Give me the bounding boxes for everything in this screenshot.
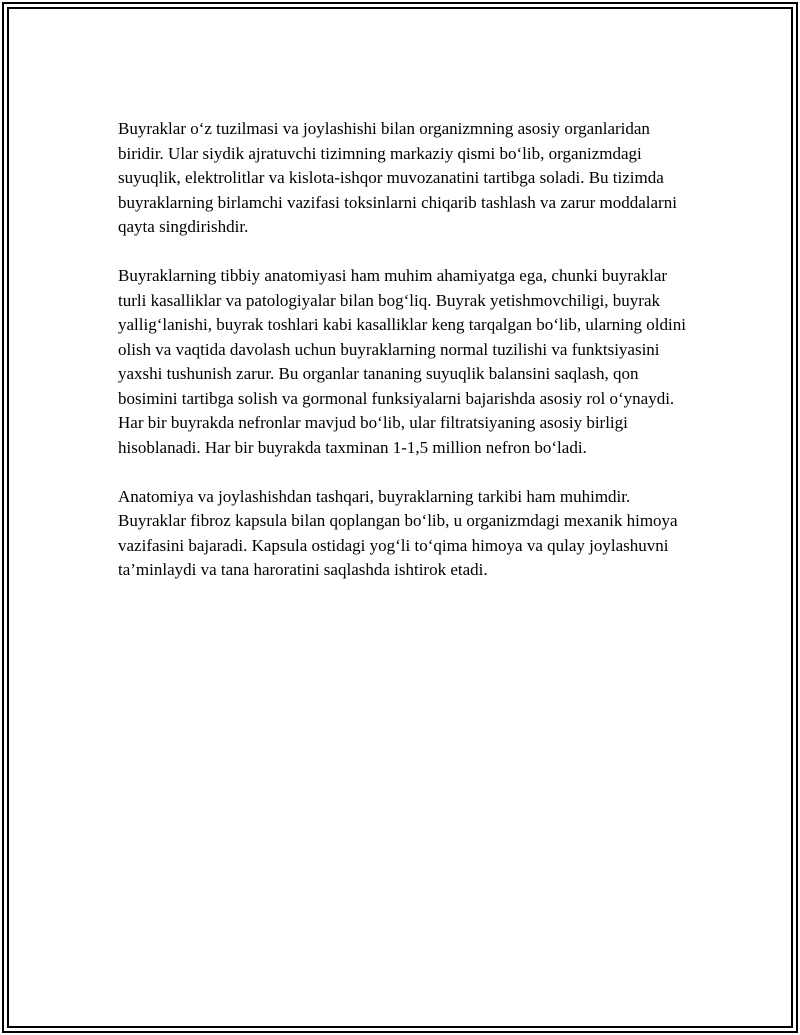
paragraph-3: Anatomiya va joylashishdan tashqari, buyraklarning tarkibi ham muhimdir. Buyraklar fibroz kapsula bilan qoplangan bo‘lib, u organizmdagi mexanik himoya vazifasini bajaradi. Kapsula ostidagi yog‘li to‘qima himoya va qulay joylashuvni ta’minlaydi va tana haroratini saqlashda ishtirok etadi. — [118, 486, 678, 579]
paragraph-1: Buyraklar o‘z tuzilmasi va joylashishi bilan organizmning asosiy organlaridan biridir. Ular siydik ajratuvchi tizimning markaziy qismi bo‘lib, organizmdagi suyuqlik, elektrolitlar va kislota-ishqor muvozanatini tartibga soladi. Bu tizimda buyraklarning birlamchi vazifasi toksinlarni chiqarib tashlash va zarur moddalarni qayta singdirishdir. — [118, 119, 677, 236]
document-body — [118, 117, 688, 607]
paragraph-2: Buyraklarning tibbiy anatomiyasi ham muhim ahamiyatga ega, chunki buyraklar turli kasalliklar va patologiyalar bilan bog‘liq. Buyrak yetishmovchiligi, buyrak yallig‘lanishi, buyrak toshlari kabi kasalliklar keng tarqalgan bo‘lib, ularning oldini olish va vaqtida davolash uchun buyraklarning normal tuzilishi va funktsiyasini yaxshi tushunish zarur. Bu organlar tananing suyuqlik balansini saqlash, qon bosimini tartibga solish va gormonal funksiyalarni bajarishda asosiy rol o‘ynaydi. Har bir buyrakda nefronlar mavjud bo‘lib, ular filtratsiyaning asosiy birligi hisoblanadi. Har bir buyrakda taxminan 1-1,5 million nefron bo‘ladi. — [118, 266, 686, 457]
